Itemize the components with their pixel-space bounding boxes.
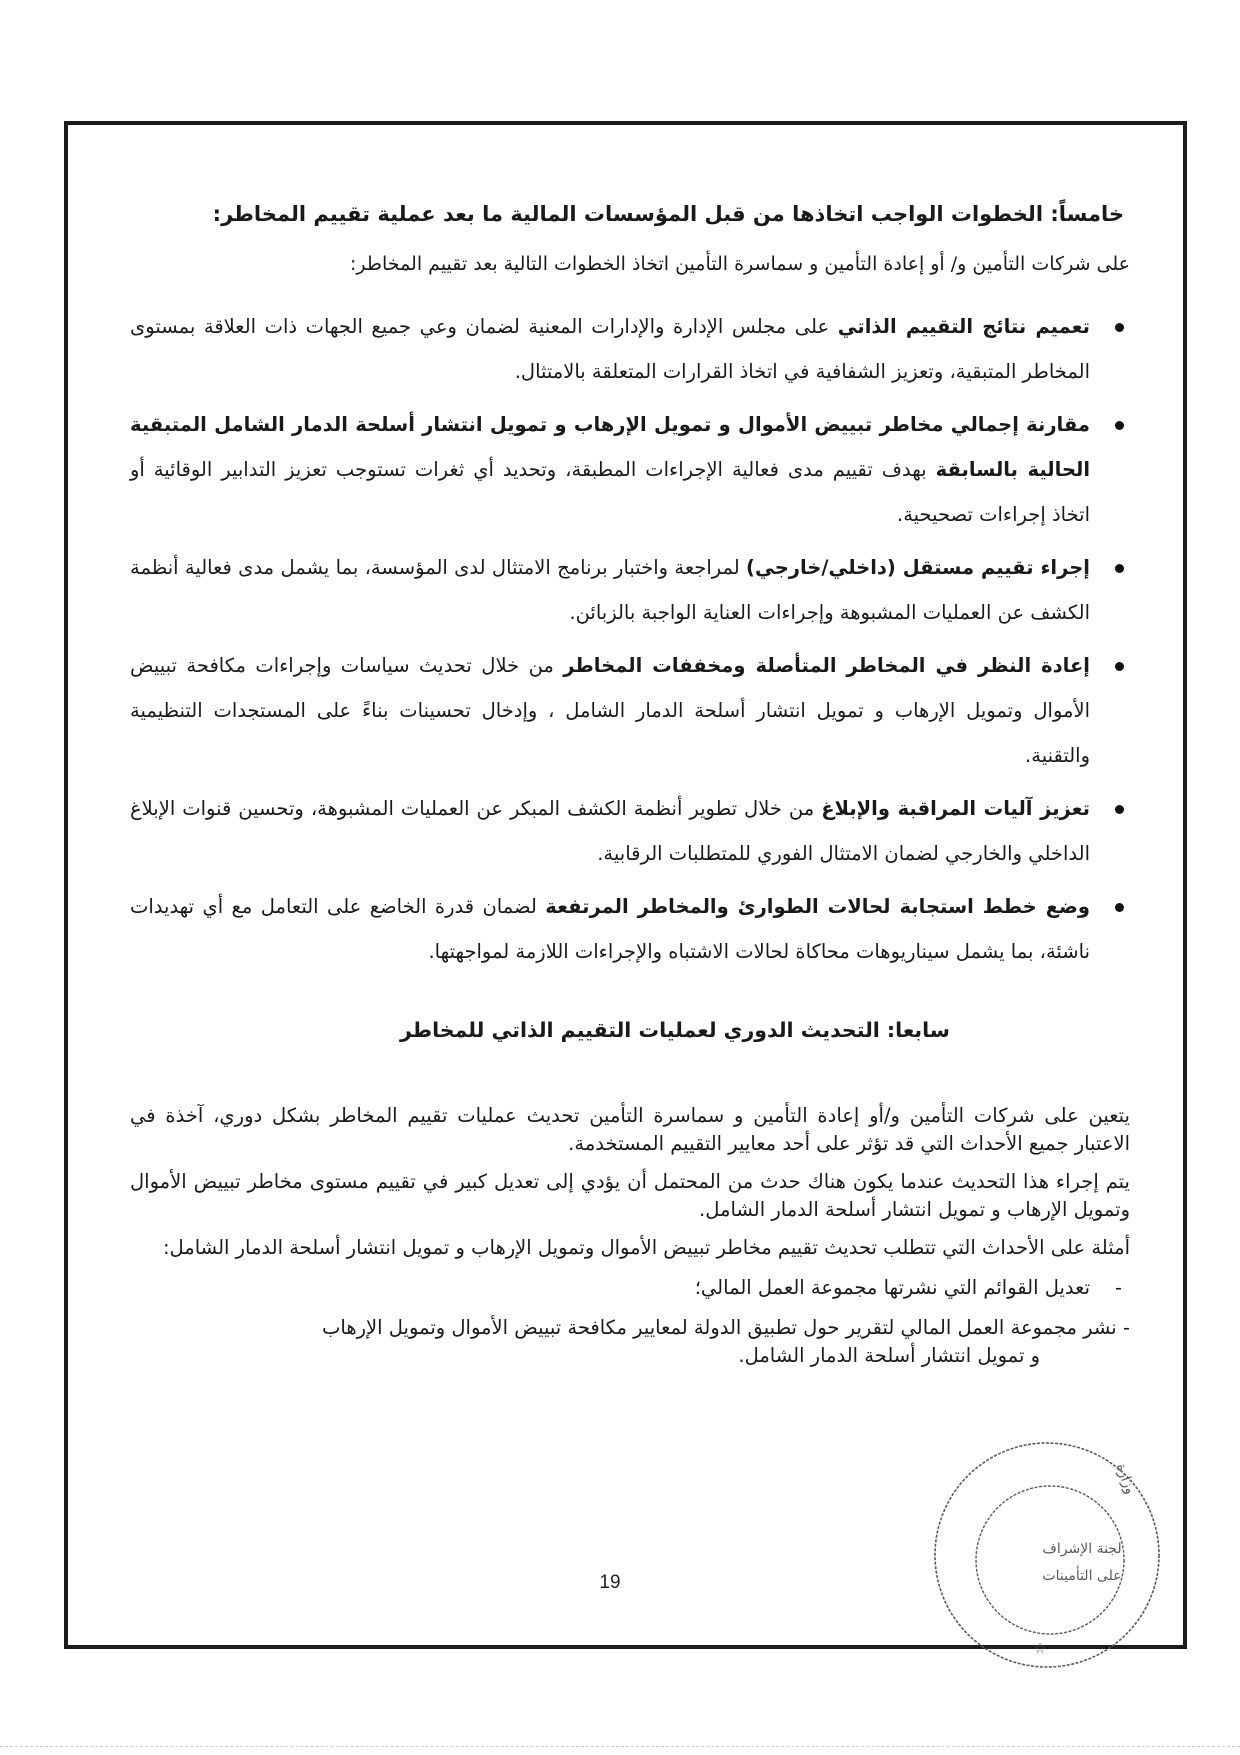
dash-marker: - bbox=[1114, 1276, 1122, 1299]
list-item bbox=[130, 402, 1130, 537]
bullet-bold-lead: وضع خطط استجابة لحالات الطوارئ والمخاطر المرتفعة bbox=[545, 895, 1090, 918]
paragraph: أمثلة على الأحداث التي تتطلب تحديث تقييم مخاطر تبييض الأموال وتمويل الإرهاب و تمويل انتشار أسلحة الدمار الشامل: bbox=[162, 1236, 1130, 1259]
bullet-icon bbox=[1115, 421, 1124, 430]
paragraph: يتم إجراء هذا التحديث عندما يكون هناك حدث من المحتمل أن يؤدي إلى تعديل كبير في تقييم مستوى مخاطر تبييض الأموال وتمويل الإرهاب و تمويل انتشار أسلحة الدمار الشامل. bbox=[130, 1170, 1130, 1221]
section-five-heading: خامساً: الخطوات الواجب اتخاذها من قبل المؤسسات المالية ما بعد عملية تقييم المخاطر: bbox=[212, 202, 1124, 226]
page-number: 19 bbox=[599, 1572, 621, 1593]
bullet-icon bbox=[1115, 903, 1124, 912]
bullet-text: لضمان قدرة الخاضع على التعامل مع أي تهديدات ناشئة، بما يشمل سيناريوهات محاكاة لحالات الاشتباه والإجراءات اللازمة لمواجهتها. bbox=[130, 895, 1090, 963]
bullet-bold-lead: تعميم نتائج التقييم الذاتي bbox=[837, 315, 1090, 338]
list-item bbox=[130, 304, 1130, 394]
bullet-icon bbox=[1115, 564, 1124, 573]
example-item bbox=[130, 1274, 1130, 1302]
bullet-icon bbox=[1115, 662, 1124, 671]
example-item bbox=[130, 1314, 1130, 1370]
list-item bbox=[130, 884, 1130, 974]
paragraph: يتعين على شركات التأمين و/أو إعادة التأمين و سماسرة التأمين تحديث عمليات تقييم المخاطر بشكل دوري، آخذة في الاعتبار جميع الأحداث التي قد تؤثر على أحد معايير التقييم المستخدمة. bbox=[130, 1104, 1130, 1155]
example-text-line1: نشر مجموعة العمل المالي لتقرير حول تطبيق الدولة لمعايير مكافحة تبييض الأموال وتمويل الإرهاب bbox=[322, 1316, 1117, 1339]
post-assessment-steps-list bbox=[130, 304, 1130, 974]
bullet-bold-lead: إعادة النظر في المخاطر المتأصلة ومخففات المخاطر bbox=[563, 654, 1090, 677]
bullet-text: بهدف تقييم مدى فعالية الإجراءات المطبقة، وتحديد أي ثغرات تستوجب تعزيز التدابير الوقائية أو اتخاذ إجراءات تصحيحية. bbox=[130, 458, 1090, 526]
list-item bbox=[130, 786, 1130, 876]
bullet-icon bbox=[1115, 323, 1124, 332]
bullet-text: على مجلس الإدارة والإدارات المعنية لضمان وعي جميع الجهات ذات العلاقة بمستوى المخاطر المتبقية، وتعزيز الشفافية في اتخاذ القرارات المتعلقة بالامتثال. bbox=[130, 315, 1090, 383]
stamp-inner-text-1: لجنة الإشراف bbox=[1042, 1541, 1122, 1557]
bullet-bold-lead: إجراء تقييم مستقل (داخلي/خارجي) bbox=[746, 556, 1090, 579]
list-item bbox=[130, 545, 1130, 635]
section-seven-body bbox=[130, 1102, 1130, 1370]
scan-edge-line bbox=[0, 1746, 1240, 1747]
bullet-bold-lead: مقارنة إجمالي مخاطر تبييض الأموال و تمويل الإرهاب و تمويل انتشار أسلحة الدمار الشامل المتبقية الحالية بالسابقة bbox=[130, 413, 1091, 481]
bullet-bold-lead: تعزيز آليات المراقبة والإبلاغ bbox=[821, 797, 1090, 820]
stamp-outer-text: وزارة bbox=[1112, 1461, 1139, 1497]
bullet-icon bbox=[1115, 805, 1124, 814]
document-body bbox=[130, 200, 1130, 1370]
dash-marker: - bbox=[1122, 1316, 1130, 1339]
list-item bbox=[130, 643, 1130, 778]
bullet-text: من خلال تطوير أنظمة الكشف المبكر عن العمليات المشبوهة، وتحسين قنوات الإبلاغ الداخلي والخارجي لضمان الامتثال الفوري للمتطلبات الرقابية. bbox=[130, 797, 1090, 865]
example-text: تعديل القوائم التي نشرتها مجموعة العمل المالي؛ bbox=[694, 1276, 1090, 1299]
section-seven-heading: سابعا: التحديث الدوري لعمليات التقييم الذاتي للمخاطر bbox=[400, 1018, 950, 1042]
stamp-inner-text-2: على التأمينات bbox=[1042, 1568, 1122, 1584]
star-icon: ☆ bbox=[1033, 1641, 1047, 1657]
example-text-line2: و تمويل انتشار أسلحة الدمار الشامل. bbox=[738, 1344, 1040, 1367]
bullet-text: لمراجعة واختبار برنامج الامتثال لدى المؤسسة، بما يشمل مدى فعالية أنظمة الكشف عن العمليات المشبوهة وإجراءات العناية الواجبة بالزبائن. bbox=[130, 556, 1090, 624]
bullet-text: من خلال تحديث سياسات وإجراءات مكافحة تبييض الأموال وتمويل الإرهاب و تمويل انتشار أسلحة الدمار الشامل ، وإدخال تحسينات بناءً على المستجدات التنظيمية والتقنية. bbox=[130, 654, 1090, 767]
section-five-intro: على شركات التأمين و/ أو إعادة التأمين و سماسرة التأمين اتخاذ الخطوات التالية بعد تقييم المخاطر: bbox=[350, 253, 1130, 275]
